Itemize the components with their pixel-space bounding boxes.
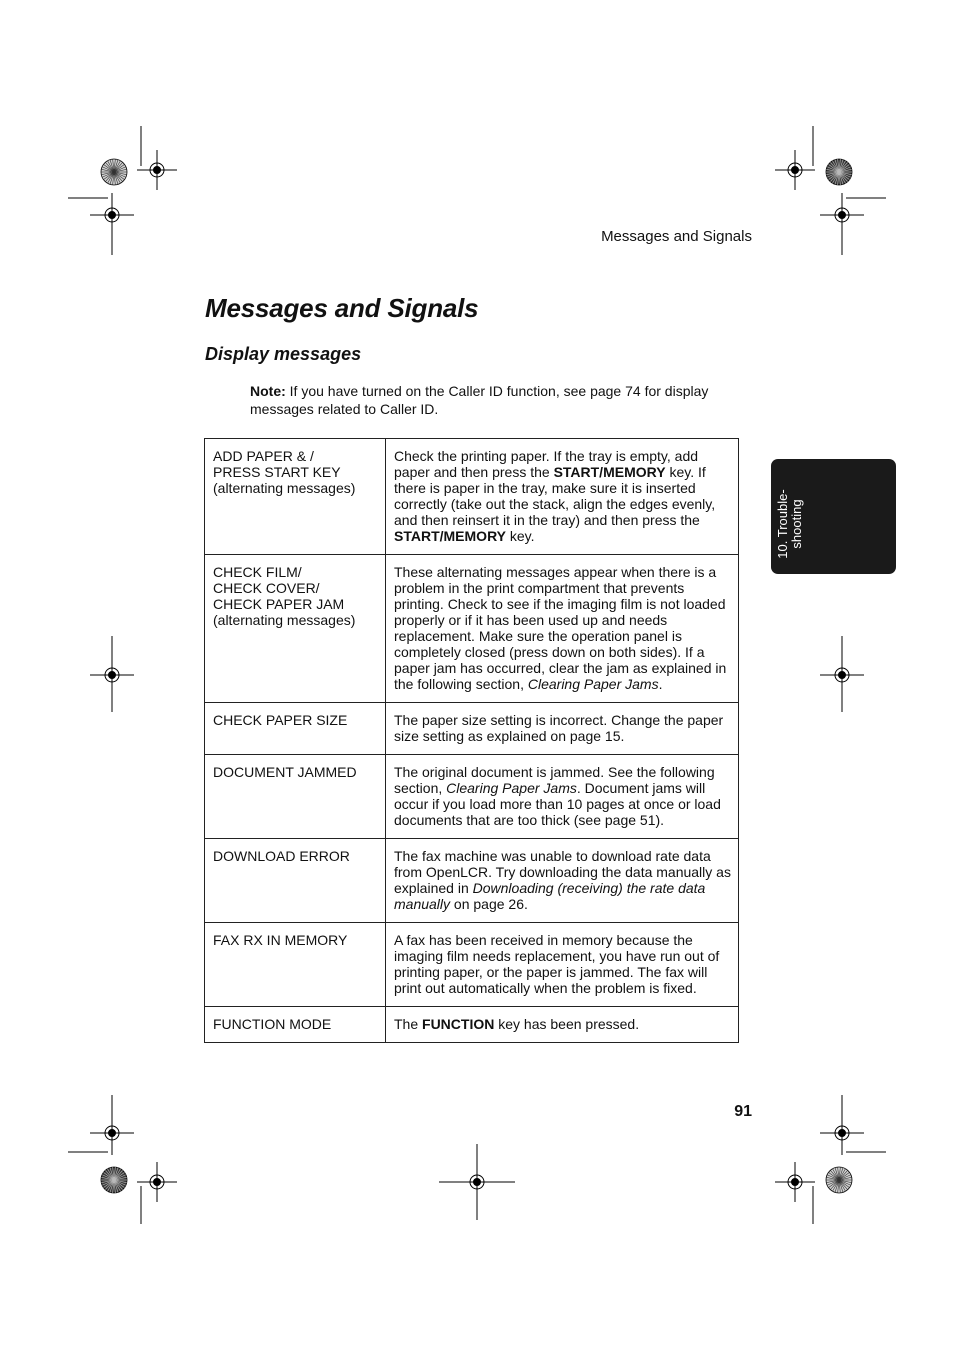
description-text: The — [394, 1016, 423, 1032]
description-text: on page 26. — [450, 896, 528, 912]
description-text: Check the printing paper. If the tray is empty, add paper and then press the — [394, 448, 699, 480]
key-name: FUNCTION — [422, 1016, 495, 1032]
description-text: key has been pressed. — [494, 1016, 640, 1032]
description-cell — [386, 755, 739, 839]
message-cell: CHECK PAPER SIZE — [205, 703, 386, 755]
description-cell — [386, 555, 739, 703]
key-name: START/MEMORY — [394, 528, 506, 544]
cross-reference: Clearing Paper Jams — [446, 780, 577, 796]
registration-crosshair — [90, 1111, 134, 1155]
description-text: A fax has been received in memory because the imaging film needs replacement, you have run out of printing paper, or the paper is jammed. The fax will print out automatically when the problem is fixed. — [394, 932, 720, 996]
description-cell — [386, 923, 739, 1007]
message-cell: CHECK FILM/ CHECK COVER/ CHECK PAPER JAM (alternating messages) — [205, 555, 386, 703]
registration-crosshair — [137, 1162, 177, 1202]
message-cell: ADD PAPER & / PRESS START KEY (alternating messages) — [205, 439, 386, 555]
cross-reference: Clearing Paper Jams — [527, 676, 659, 692]
description-text: key. If there is paper in the tray, make sure it is inserted correctly (take out the stack, align the edges evenly, and then reinsert it in the tray) and then press the — [394, 464, 716, 528]
description-cell — [386, 703, 739, 755]
registration-rosette — [826, 1167, 852, 1193]
description-cell — [386, 439, 739, 555]
display-messages-table — [204, 438, 739, 1043]
registration-crosshair — [820, 1111, 864, 1155]
cross-reference: Downloading (receiving) the rate data manually — [394, 880, 706, 912]
table-row — [205, 755, 739, 839]
description-text: . Document jams will occur if you load more than 10 pages at once or load documents that are too thick (see page 51). — [394, 780, 721, 828]
note-text: If you have turned on the Caller ID function, see page 74 for display messages related to Caller ID. — [250, 383, 709, 417]
note-paragraph — [250, 382, 740, 418]
description-text: . — [658, 676, 663, 692]
description-cell — [386, 839, 739, 923]
message-cell: DOCUMENT JAMMED — [205, 755, 386, 839]
registration-rosette — [826, 159, 852, 185]
note-label: Note: — [250, 383, 286, 399]
registration-rosette — [101, 159, 127, 185]
message-cell: FUNCTION MODE — [205, 1007, 386, 1043]
description-text: key. — [506, 528, 535, 544]
message-cell: FAX RX IN MEMORY — [205, 923, 386, 1007]
message-cell: DOWNLOAD ERROR — [205, 839, 386, 923]
description-cell — [386, 1007, 739, 1043]
registration-rosette — [101, 1167, 127, 1193]
table-row — [205, 839, 739, 923]
table-row — [205, 1007, 739, 1043]
table-row — [205, 439, 739, 555]
table-row — [205, 923, 739, 1007]
registration-crosshair — [137, 150, 177, 190]
chapter-tab-label: 10. Trouble- shooting — [775, 489, 804, 559]
section-heading: Display messages — [205, 344, 362, 364]
chapter-tab — [771, 459, 896, 574]
registration-crosshair — [820, 193, 864, 237]
registration-crosshair — [775, 150, 815, 190]
description-text: The fax machine was unable to download rate data from OpenLCR. Try downloading the data manually as explained in — [394, 848, 731, 896]
page-number: 91 — [734, 1103, 752, 1120]
description-text: These alternating messages appear when there is a problem in the print compartment that prevents printing. Check to see if the imaging film is not loaded properly or if it has been used up and needs replacement. Make sure the operation panel is completely closed (press down on both sides). If a paper jam has occurred, clear the jam as explained in the following section, — [394, 564, 727, 692]
description-text: The paper size setting is incorrect. Change the paper size setting as explained on page 15. — [394, 712, 724, 744]
page-title: Messages and Signals — [205, 293, 479, 323]
registration-crosshair — [439, 1144, 515, 1220]
registration-crosshair — [775, 1162, 815, 1202]
key-name: START/MEMORY — [553, 464, 666, 480]
table-row — [205, 703, 739, 755]
description-text: The original document is jammed. See the following section, — [394, 764, 715, 796]
table-row — [205, 555, 739, 703]
running-head: Messages and Signals — [601, 228, 752, 245]
registration-crosshair — [90, 193, 134, 237]
